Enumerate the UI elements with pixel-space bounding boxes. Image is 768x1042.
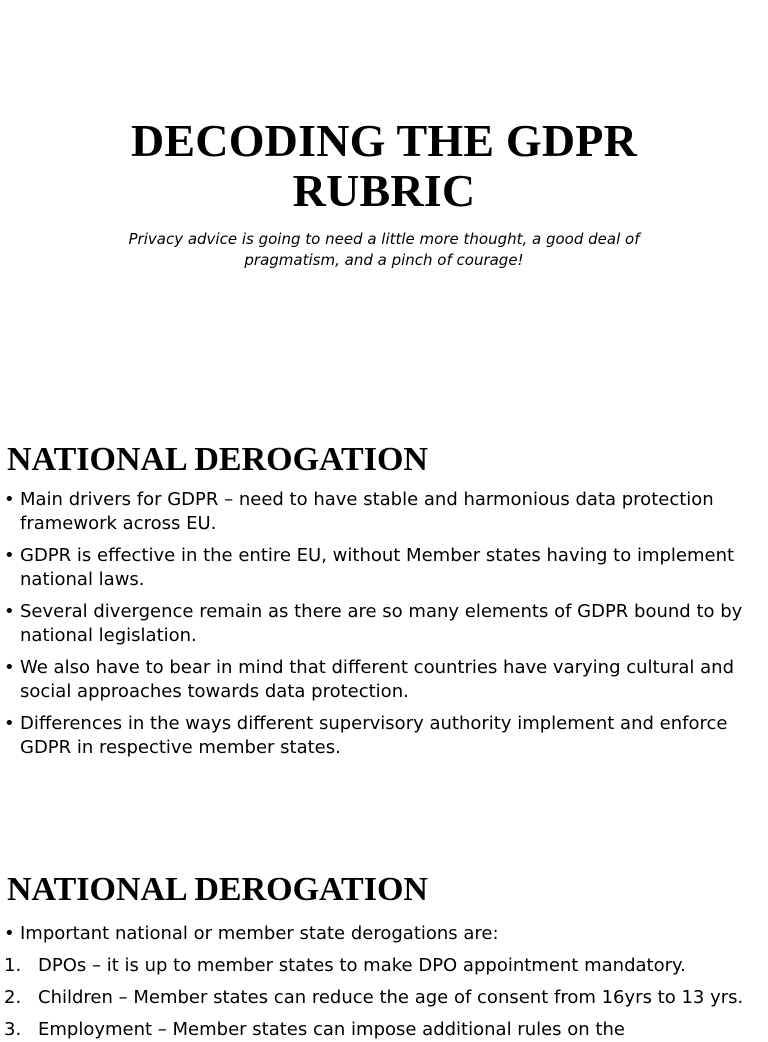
- presentation-title: [0, 116, 768, 216]
- title-line-2: RUBRIC: [292, 165, 476, 216]
- item-text: Children – Member states can reduce the age of consent from 16yrs to 13 yrs.: [38, 987, 744, 1008]
- numbered-list: [4, 954, 762, 1040]
- bullet-icon: •: [4, 545, 15, 566]
- bullet-icon: •: [4, 657, 15, 678]
- numbered-item: [4, 986, 762, 1010]
- bullet-icon: •: [4, 489, 15, 510]
- numbered-item: [4, 954, 762, 978]
- intro-bullet: [4, 922, 758, 946]
- bullet-text: We also have to bear in mind that different countries have varying cultural and social approaches towards data protection.: [20, 657, 735, 702]
- bullet-item: [4, 488, 758, 536]
- bullet-item: [4, 544, 758, 592]
- item-text: DPOs – it is up to member states to make DPO appointment mandatory.: [38, 955, 686, 976]
- title-slide: [0, 0, 768, 360]
- bullet-text: Main drivers for GDPR – need to have stable and harmonious data protection framework across EU.: [20, 489, 714, 534]
- bullet-list: [4, 488, 758, 768]
- slide-heading: NATIONAL DEROGATION: [7, 441, 428, 478]
- item-number: 3.: [4, 1019, 22, 1040]
- slide-heading: NATIONAL DEROGATION: [7, 871, 428, 908]
- derogation-slide-1: [0, 430, 768, 790]
- bullet-text: Differences in the ways different supervisory authority implement and enforce GDPR in respective member states.: [20, 713, 728, 758]
- item-number: 1.: [4, 955, 22, 976]
- bullet-icon: •: [4, 713, 15, 734]
- bullet-item: [4, 600, 758, 648]
- intro-text: Important national or member state derogations are:: [20, 923, 499, 944]
- title-line-1: DECODING THE GDPR: [130, 115, 638, 166]
- derogation-slide-2: [0, 860, 768, 1040]
- presentation-subtitle: Privacy advice is going to need a little more thought, a good deal of pragmatism, and a pinch of courage!: [128, 230, 640, 269]
- bullet-icon: •: [4, 923, 15, 944]
- item-number: 2.: [4, 987, 22, 1008]
- numbered-item: [4, 1018, 762, 1040]
- item-text: Employment – Member states can impose additional rules on the: [38, 1019, 625, 1040]
- bullet-icon: •: [4, 601, 15, 622]
- bullet-item: [4, 656, 758, 704]
- bullet-item: [4, 712, 758, 760]
- bullet-text: GDPR is effective in the entire EU, without Member states having to implement national laws.: [20, 545, 735, 590]
- bullet-text: Several divergence remain as there are so many elements of GDPR bound to by national legislation.: [20, 601, 743, 646]
